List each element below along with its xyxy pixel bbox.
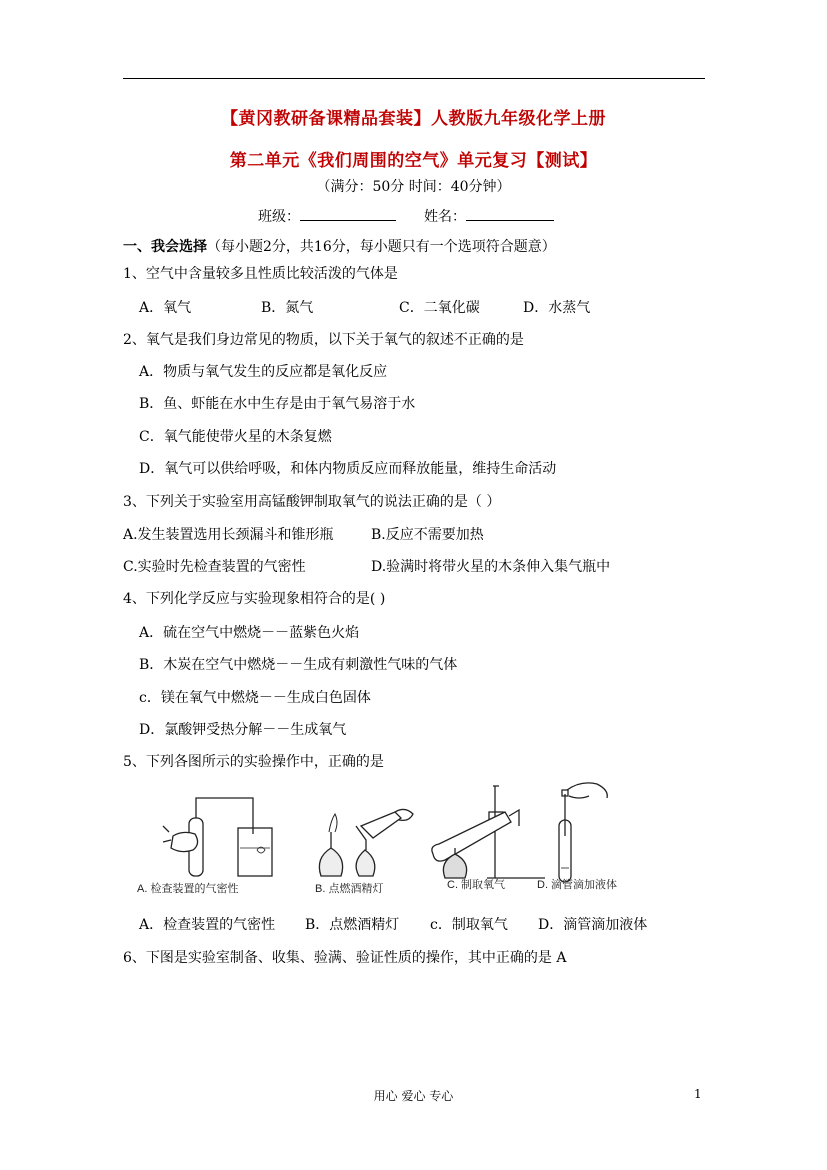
- name-field: [424, 206, 554, 226]
- q3-option-d: D.验满时将带火星的木条伸入集气瓶中: [371, 559, 611, 575]
- q3-option-c: C.实验时先检查装置的气密性: [123, 559, 306, 575]
- question-5-stem: 5、下列各图所示的实验操作中，正确的是: [123, 754, 384, 770]
- q1-option-d: D．水蒸气: [523, 300, 591, 316]
- section-title: 一、我会选择: [123, 239, 207, 255]
- class-blank[interactable]: [300, 206, 396, 221]
- q2-option-d: D．氧气可以供给呼吸，和体内物质反应而释放能量，维持生命活动: [139, 461, 557, 477]
- lab-diagram-illustration: [133, 776, 623, 898]
- name-label: 姓名：: [424, 209, 466, 225]
- figure-caption-a: A. 检查装置的气密性: [137, 883, 239, 895]
- q4-option-d: D．氯酸钾受热分解－－生成氧气: [139, 722, 347, 738]
- q2-option-b: B．鱼、虾能在水中生存是由于氧气易溶于水: [139, 396, 416, 412]
- name-blank[interactable]: [466, 206, 554, 221]
- question-6-stem: 6、下图是实验室制备、收集、验满、验证性质的操作，其中正确的是 A: [123, 950, 567, 966]
- document-subtitle: 第二单元《我们周围的空气》单元复习【测试】: [229, 151, 598, 171]
- class-label: 班级：: [258, 209, 300, 225]
- q2-option-a: A．物质与氧气发生的反应都是氧化反应: [139, 364, 388, 380]
- question-4-stem: 4、下列化学反应与实验现象相符合的是( ): [123, 591, 386, 607]
- document-title: 【黄冈教研备课精品套装】人教版九年级化学上册: [221, 109, 606, 129]
- header-rule: [123, 78, 705, 79]
- q1-option-a: A．氧气: [139, 300, 192, 316]
- q3-option-b: B.反应不需要加热: [371, 527, 484, 543]
- page-number: 1: [694, 1087, 702, 1101]
- q1-option-c: C．二氧化碳: [399, 300, 480, 316]
- class-field: [258, 206, 396, 226]
- q2-option-c: C．氧气能使带火星的木条复燃: [139, 429, 332, 445]
- q4-option-c: c．镁在氧气中燃烧－－生成白色固体: [139, 690, 371, 706]
- section-heading: [123, 238, 556, 256]
- question-1-stem: 1、空气中含量较多且性质比较活泼的气体是: [123, 266, 398, 282]
- figure-caption-d: D. 滴管滴加液体: [537, 879, 618, 891]
- q5-option-b: B．点燃酒精灯: [305, 917, 400, 933]
- figure-caption-b: B. 点燃酒精灯: [315, 883, 384, 895]
- question-3-stem: 3、下列关于实验室用高锰酸钾制取氧气的说法正确的是（ ）: [123, 494, 501, 510]
- q5-option-c: c．制取氧气: [430, 917, 508, 933]
- q4-option-b: B．木炭在空气中燃烧－－生成有刺激性气味的气体: [139, 657, 458, 673]
- figure-caption-c: C. 制取氧气: [447, 879, 506, 891]
- score-time-info: （满分：50分 时间：40分钟）: [316, 179, 511, 195]
- q4-option-a: A．硫在空气中燃烧－－蓝紫色火焰: [139, 625, 360, 641]
- q5-option-d: D．滴管滴加液体: [538, 917, 648, 933]
- footer-motto: 用心 爱心 专心: [373, 1089, 454, 1103]
- section-note: （每小题2分，共16分，每小题只有一个选项符合题意）: [207, 239, 556, 255]
- q3-option-a: A.发生装置选用长颈漏斗和锥形瓶: [123, 527, 334, 543]
- lab-operations-figure: [133, 776, 623, 898]
- question-2-stem: 2、氧气是我们身边常见的物质，以下关于氧气的叙述不正确的是: [123, 332, 524, 348]
- q1-option-b: B．氮气: [261, 300, 314, 316]
- q5-option-a: A．检查装置的气密性: [139, 917, 276, 933]
